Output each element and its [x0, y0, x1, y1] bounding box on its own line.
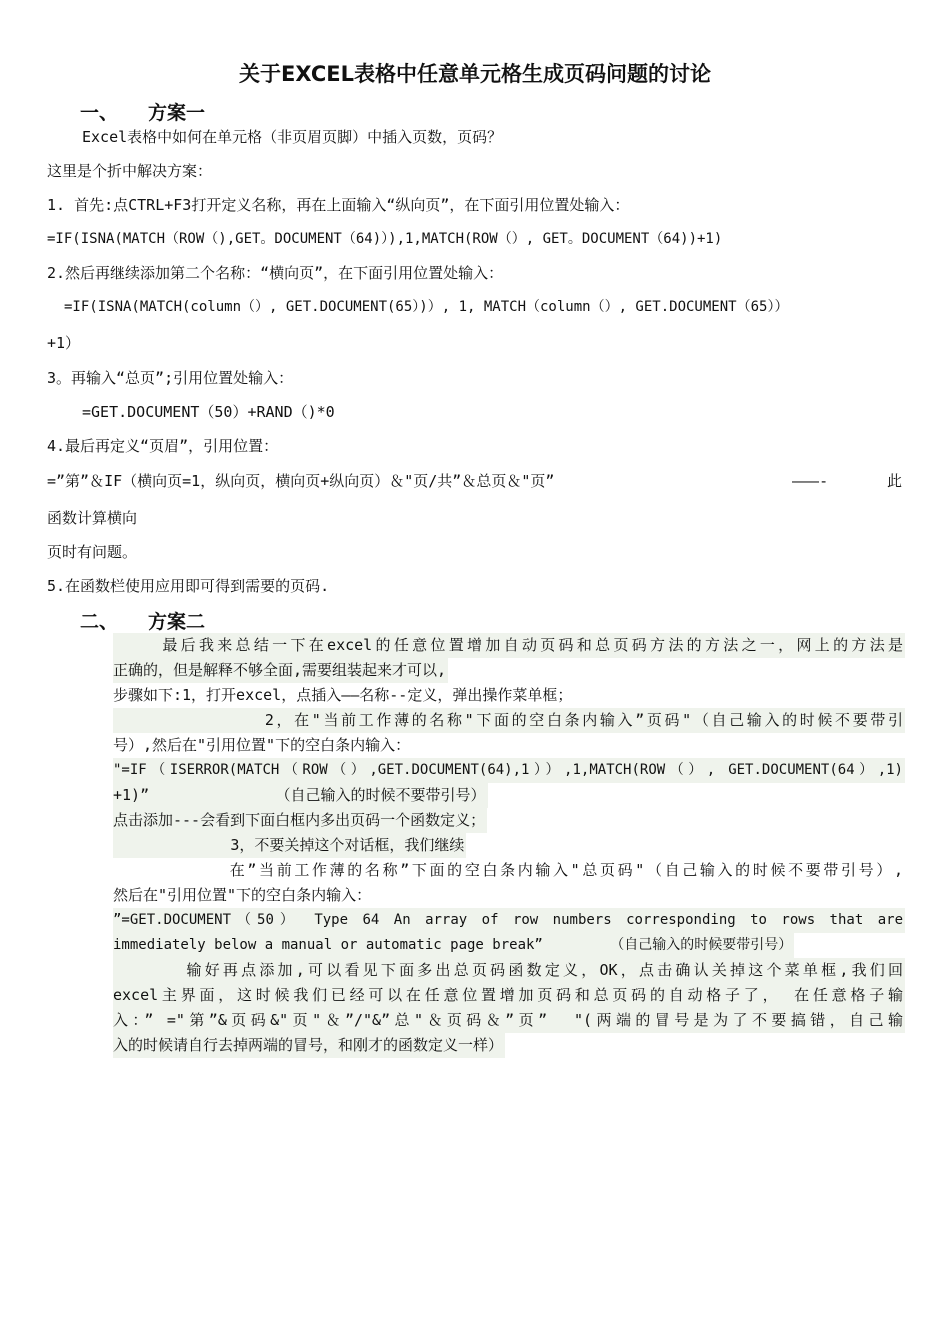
section2-p7b: 然后在"引用位置"下的空白条内输入：: [113, 886, 372, 904]
section2-p8a: ”=GET.DOCUMENT（50） Type 64 An array of row numbers corresponding to rows that are: [113, 908, 905, 933]
section2-p1a: 最后我来总结一下在excel的任意位置增加自动页码和总页码方法的方法之一，网上的方法是: [113, 633, 905, 658]
section1-step5: 5.在函数栏使用应用即可得到需要的页码.: [47, 577, 330, 595]
section2-p2: 步骤如下:1，打开excel，点插入——名称--定义，弹出操作菜单框；: [113, 686, 573, 704]
section2-heading: [80, 607, 205, 634]
section2-p4a: "=IF（ISERROR(MATCH（ROW（）,GET.DOCUMENT(64),1））,1,MATCH(ROW（）, GET.DOCUMENT(64）,1): [113, 758, 905, 783]
section1-note-c: 页时有问题。: [47, 543, 138, 561]
section1-formula3: =GET.DOCUMENT（50）+RAND（)*0: [82, 403, 335, 421]
section1-formula4: =”第”＆IF（横向页=1，纵向页，横向页+纵向页）＆"页/共”＆总页＆"页”: [47, 472, 555, 490]
section1-step3: 3。再输入“总页”;引用位置处输入：: [47, 369, 294, 387]
section2-p9a: 输好再点添加,可以看见下面多出总页码函数定义，OK，点击确认关掉这个菜单框,我们回: [113, 958, 905, 983]
section2-p3b: 号）,然后在"引用位置"下的空白条内输入：: [113, 736, 411, 754]
section2-p9b: excel主界面，这时候我们已经可以在任意位置增加页码和总页码的自动格子了， 在任意格子输: [113, 983, 905, 1008]
section1-title: 方案一: [148, 102, 206, 124]
section1-formula1: =IF(ISNA(MATCH（ROW（),GET。DOCUMENT（64)）),1,MATCH(ROW（）, GET。DOCUMENT（64))+1): [47, 231, 723, 247]
section2-p4b: +1)” （自己输入的时候不要带引号）: [113, 783, 488, 808]
document-title: 关于EXCEL表格中任意单元格生成页码问题的讨论: [239, 62, 711, 86]
section2-p6: 3，不要关掉这个对话框，我们继续: [113, 833, 466, 858]
section2-p8b: immediately below a manual or automatic page break” （自己输入的时候要带引号）: [113, 933, 794, 958]
section1-note-a: 此: [887, 472, 903, 490]
section2-number: 二、: [80, 611, 119, 633]
section1-note-b: 函数计算横向: [47, 509, 138, 527]
section2-p5: 点击添加---会看到下面白框内多出页码一个函数定义；: [113, 808, 487, 833]
section2-p1b: 正确的，但是解释不够全面,需要组装起来才可以,: [113, 658, 448, 683]
section1-lead: 这里是个折中解决方案：: [47, 162, 213, 180]
section1-step1: 1. 首先:点CTRL+F3打开定义名称，再在上面输入“纵向页”，在下面引用位置处输入：: [47, 196, 630, 214]
section1-intro: Excel表格中如何在单元格（非页眉页脚）中插入页数，页码？: [82, 128, 503, 146]
section1-dash: ———-: [792, 472, 829, 490]
section2-p9c: 入：” ="第”&页码&"页"＆”/"&”总"＆页码＆”页” "(两端的冒号是为了不要搞错，自己输: [113, 1008, 905, 1033]
section1-step2: 2.然后再继续添加第二个名称：“横向页”，在下面引用位置处输入：: [47, 264, 504, 282]
section1-formula2a: =IF(ISNA(MATCH(column（）, GET.DOCUMENT(65）)）, 1, MATCH（column（）, GET.DOCUMENT（65））: [64, 299, 789, 315]
section2-body: [113, 633, 903, 1053]
section1-formula2b: +1）: [47, 334, 81, 352]
section1-number: 一、: [80, 102, 119, 124]
section2-p7a: 在”当前工作薄的名称”下面的空白条内输入"总页码"（自己输入的时候不要带引号）,: [113, 861, 903, 879]
section2-title: 方案二: [148, 611, 206, 633]
section2-p3a: 2，在"当前工作薄的名称"下面的空白条内输入”页码"（自己输入的时候不要带引: [113, 708, 905, 733]
section1-step4: 4.最后再定义“页眉”，引用位置：: [47, 437, 279, 455]
section2-p9d: 入的时候请自行去掉两端的冒号，和刚才的函数定义一样）: [113, 1033, 505, 1058]
section1-heading: [80, 98, 205, 125]
